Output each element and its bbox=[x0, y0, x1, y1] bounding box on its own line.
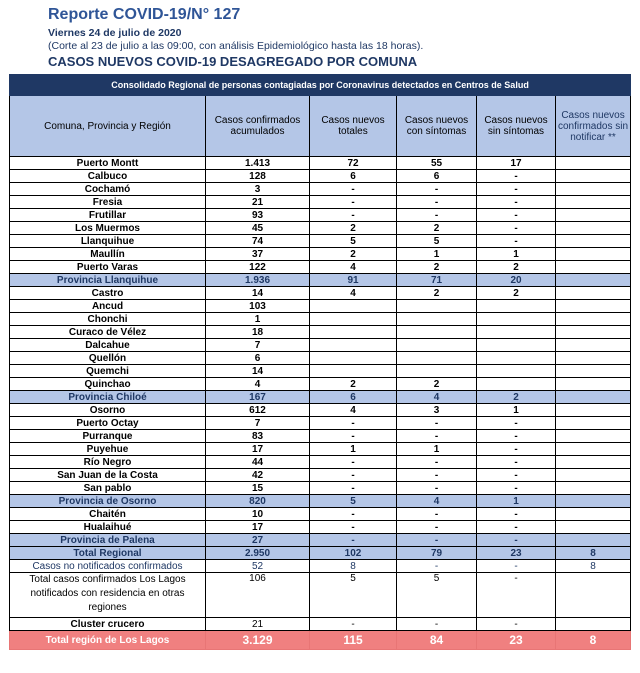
cell-acumulados: 128 bbox=[206, 170, 310, 183]
cell-sin-notificar bbox=[556, 482, 631, 495]
cell-con-sintomas: - bbox=[397, 183, 477, 196]
table-row bbox=[10, 300, 631, 313]
cell-con-sintomas: 2 bbox=[397, 222, 477, 235]
cell-sin-sintomas: - bbox=[477, 170, 556, 183]
cell-acumulados: 42 bbox=[206, 469, 310, 482]
cell-acumulados: 83 bbox=[206, 430, 310, 443]
cell-acumulados: 3.129 bbox=[206, 631, 310, 650]
table-row bbox=[10, 261, 631, 274]
cell-nuevos-totales: - bbox=[310, 209, 397, 222]
cell-sin-sintomas: - bbox=[477, 560, 556, 573]
cell-name: Río Negro bbox=[10, 456, 206, 469]
cell-sin-notificar bbox=[556, 404, 631, 417]
cell-con-sintomas: 84 bbox=[397, 631, 477, 650]
cell-nuevos-totales: - bbox=[310, 456, 397, 469]
cell-sin-sintomas: 2 bbox=[477, 391, 556, 404]
cell-sin-sintomas bbox=[477, 365, 556, 378]
cell-sin-sintomas: - bbox=[477, 235, 556, 248]
cell-con-sintomas: - bbox=[397, 482, 477, 495]
table-row bbox=[10, 378, 631, 391]
report-date: Viernes 24 de julio de 2020 bbox=[48, 27, 182, 39]
cell-nuevos-totales: - bbox=[310, 508, 397, 521]
cell-nuevos-totales bbox=[310, 326, 397, 339]
cell-name: Dalcahue bbox=[10, 339, 206, 352]
cell-con-sintomas: - bbox=[397, 521, 477, 534]
cell-acumulados: 15 bbox=[206, 482, 310, 495]
cell-sin-notificar bbox=[556, 573, 631, 618]
cell-name: Puyehue bbox=[10, 443, 206, 456]
cell-con-sintomas: - bbox=[397, 534, 477, 547]
cell-sin-sintomas: - bbox=[477, 456, 556, 469]
cell-nuevos-totales: 115 bbox=[310, 631, 397, 650]
cell-con-sintomas: 4 bbox=[397, 495, 477, 508]
cell-sin-notificar bbox=[556, 495, 631, 508]
province-row bbox=[10, 495, 631, 508]
table-row bbox=[10, 482, 631, 495]
cell-sin-notificar bbox=[556, 157, 631, 170]
cell-acumulados: 1.936 bbox=[206, 274, 310, 287]
cell-sin-notificar: 8 bbox=[556, 560, 631, 573]
cell-con-sintomas: - bbox=[397, 430, 477, 443]
cell-name: Total casos confirmados Los Lagos notificados con residencia en otras regiones bbox=[10, 573, 206, 618]
province-row bbox=[10, 274, 631, 287]
cell-sin-notificar bbox=[556, 235, 631, 248]
cell-sin-notificar bbox=[556, 378, 631, 391]
cell-sin-sintomas: - bbox=[477, 196, 556, 209]
cell-nuevos-totales: - bbox=[310, 521, 397, 534]
cell-name: Ancud bbox=[10, 300, 206, 313]
cell-con-sintomas bbox=[397, 326, 477, 339]
cell-sin-sintomas: 23 bbox=[477, 547, 556, 560]
table-row bbox=[10, 521, 631, 534]
column-header-comuna: Comuna, Provincia y Región bbox=[10, 96, 206, 157]
cell-acumulados: 21 bbox=[206, 618, 310, 631]
cell-sin-notificar bbox=[556, 417, 631, 430]
table-row bbox=[10, 469, 631, 482]
cell-nuevos-totales: - bbox=[310, 417, 397, 430]
cell-con-sintomas: 55 bbox=[397, 157, 477, 170]
table-row bbox=[10, 326, 631, 339]
no-notificados-row bbox=[10, 560, 631, 573]
cell-name: Calbuco bbox=[10, 170, 206, 183]
cell-sin-notificar bbox=[556, 339, 631, 352]
cell-acumulados: 1.413 bbox=[206, 157, 310, 170]
total-region-row bbox=[10, 631, 631, 650]
table-row bbox=[10, 365, 631, 378]
cell-sin-notificar bbox=[556, 521, 631, 534]
cell-name: Quinchao bbox=[10, 378, 206, 391]
table-row bbox=[10, 196, 631, 209]
cell-nuevos-totales: 4 bbox=[310, 261, 397, 274]
cell-nuevos-totales: 2 bbox=[310, 248, 397, 261]
report-note: (Corte al 23 de julio a las 09:00, con análisis Epidemiológico hasta las 18 horas). bbox=[48, 40, 424, 52]
covid-cases-table bbox=[9, 74, 631, 650]
cell-con-sintomas: 5 bbox=[397, 573, 477, 618]
cell-sin-notificar bbox=[556, 618, 631, 631]
cell-nuevos-totales: 91 bbox=[310, 274, 397, 287]
table-row bbox=[10, 157, 631, 170]
cell-acumulados: 3 bbox=[206, 183, 310, 196]
cell-acumulados: 14 bbox=[206, 287, 310, 300]
cell-sin-notificar bbox=[556, 430, 631, 443]
cell-sin-sintomas: - bbox=[477, 469, 556, 482]
cell-sin-sintomas: - bbox=[477, 430, 556, 443]
cell-nuevos-totales: - bbox=[310, 430, 397, 443]
cell-nuevos-totales bbox=[310, 365, 397, 378]
cell-sin-sintomas: - bbox=[477, 209, 556, 222]
cell-sin-sintomas: - bbox=[477, 521, 556, 534]
cell-con-sintomas: - bbox=[397, 508, 477, 521]
cell-acumulados: 52 bbox=[206, 560, 310, 573]
cell-nuevos-totales: - bbox=[310, 196, 397, 209]
cell-acumulados: 122 bbox=[206, 261, 310, 274]
cell-nuevos-totales: 5 bbox=[310, 573, 397, 618]
cell-nuevos-totales bbox=[310, 300, 397, 313]
table-row bbox=[10, 508, 631, 521]
cell-con-sintomas bbox=[397, 313, 477, 326]
cell-sin-notificar bbox=[556, 248, 631, 261]
cell-con-sintomas bbox=[397, 339, 477, 352]
cell-name: Fresia bbox=[10, 196, 206, 209]
cell-nuevos-totales: - bbox=[310, 183, 397, 196]
cell-name: Total Regional bbox=[10, 547, 206, 560]
cell-nuevos-totales: 2 bbox=[310, 378, 397, 391]
cell-acumulados: 17 bbox=[206, 443, 310, 456]
table-row bbox=[10, 352, 631, 365]
cell-name: Purranque bbox=[10, 430, 206, 443]
table-row bbox=[10, 183, 631, 196]
cell-name: Los Muermos bbox=[10, 222, 206, 235]
cell-sin-notificar bbox=[556, 352, 631, 365]
table-row bbox=[10, 170, 631, 183]
cell-name: San pablo bbox=[10, 482, 206, 495]
report-title: Reporte COVID-19/N° 127 bbox=[48, 6, 241, 23]
cell-acumulados: 21 bbox=[206, 196, 310, 209]
column-header-sin-sintomas: Casos nuevos sin síntomas bbox=[477, 96, 556, 157]
cell-name: Chaitén bbox=[10, 508, 206, 521]
report-subtitle: CASOS NUEVOS COVID-19 DESAGREGADO POR COMUNA bbox=[48, 54, 418, 69]
column-header-sin-notificar: Casos nuevos confirmados sin notificar ** bbox=[556, 96, 631, 157]
cell-acumulados: 1 bbox=[206, 313, 310, 326]
cell-sin-notificar bbox=[556, 326, 631, 339]
cell-con-sintomas: - bbox=[397, 456, 477, 469]
cell-sin-notificar bbox=[556, 274, 631, 287]
cell-name: Frutillar bbox=[10, 209, 206, 222]
column-header-con-sintomas: Casos nuevos con síntomas bbox=[397, 96, 477, 157]
cell-sin-notificar bbox=[556, 196, 631, 209]
cell-sin-notificar: 8 bbox=[556, 631, 631, 650]
cell-name: Provincia Chiloé bbox=[10, 391, 206, 404]
cell-con-sintomas bbox=[397, 365, 477, 378]
cell-sin-sintomas: 20 bbox=[477, 274, 556, 287]
cell-nuevos-totales: 2 bbox=[310, 222, 397, 235]
table-row bbox=[10, 313, 631, 326]
cell-sin-notificar bbox=[556, 313, 631, 326]
cell-sin-notificar: 8 bbox=[556, 547, 631, 560]
cell-con-sintomas bbox=[397, 352, 477, 365]
table-row bbox=[10, 209, 631, 222]
table-banner: Consolidado Regional de personas contagiadas por Coronavirus detectados en Centros de Salud bbox=[10, 75, 631, 96]
cell-con-sintomas: - bbox=[397, 618, 477, 631]
cell-acumulados: 612 bbox=[206, 404, 310, 417]
column-header-acumulados: Casos confirmados acumulados bbox=[206, 96, 310, 157]
cell-sin-sintomas bbox=[477, 326, 556, 339]
cell-sin-sintomas bbox=[477, 339, 556, 352]
cell-name: Puerto Montt bbox=[10, 157, 206, 170]
cell-sin-sintomas: 2 bbox=[477, 261, 556, 274]
cell-sin-notificar bbox=[556, 391, 631, 404]
cell-name: Casos no notificados confirmados bbox=[10, 560, 206, 573]
table-row bbox=[10, 430, 631, 443]
cell-acumulados: 7 bbox=[206, 339, 310, 352]
cell-name: Puerto Varas bbox=[10, 261, 206, 274]
cluster-row bbox=[10, 618, 631, 631]
cell-sin-sintomas: 1 bbox=[477, 248, 556, 261]
cell-nuevos-totales: 4 bbox=[310, 404, 397, 417]
cell-sin-notificar bbox=[556, 456, 631, 469]
cell-acumulados: 4 bbox=[206, 378, 310, 391]
cell-sin-notificar bbox=[556, 300, 631, 313]
cell-sin-sintomas: - bbox=[477, 417, 556, 430]
cell-name: Cochamó bbox=[10, 183, 206, 196]
cell-con-sintomas: 5 bbox=[397, 235, 477, 248]
cell-acumulados: 93 bbox=[206, 209, 310, 222]
cell-con-sintomas: 79 bbox=[397, 547, 477, 560]
cell-name: Puerto Octay bbox=[10, 417, 206, 430]
cell-sin-sintomas: - bbox=[477, 222, 556, 235]
cell-nuevos-totales bbox=[310, 313, 397, 326]
cell-nuevos-totales: - bbox=[310, 482, 397, 495]
cell-sin-sintomas: 1 bbox=[477, 404, 556, 417]
cell-con-sintomas: 6 bbox=[397, 170, 477, 183]
cell-name: Quemchi bbox=[10, 365, 206, 378]
cell-sin-notificar bbox=[556, 183, 631, 196]
table-row bbox=[10, 404, 631, 417]
cell-con-sintomas: 4 bbox=[397, 391, 477, 404]
cell-sin-sintomas bbox=[477, 313, 556, 326]
cell-acumulados: 18 bbox=[206, 326, 310, 339]
table-row bbox=[10, 339, 631, 352]
cell-acumulados: 37 bbox=[206, 248, 310, 261]
cell-name: Curaco de Vélez bbox=[10, 326, 206, 339]
cell-name: Quellón bbox=[10, 352, 206, 365]
cell-name: Llanquihue bbox=[10, 235, 206, 248]
cell-sin-notificar bbox=[556, 534, 631, 547]
cell-acumulados: 103 bbox=[206, 300, 310, 313]
cell-acumulados: 74 bbox=[206, 235, 310, 248]
cell-sin-sintomas: - bbox=[477, 534, 556, 547]
cell-con-sintomas: 1 bbox=[397, 443, 477, 456]
cell-nuevos-totales bbox=[310, 352, 397, 365]
cell-sin-notificar bbox=[556, 287, 631, 300]
cell-nuevos-totales: - bbox=[310, 469, 397, 482]
cell-name: Osorno bbox=[10, 404, 206, 417]
cell-name: San Juan de la Costa bbox=[10, 469, 206, 482]
cell-sin-notificar bbox=[556, 365, 631, 378]
cell-nuevos-totales: 6 bbox=[310, 170, 397, 183]
cell-sin-sintomas: - bbox=[477, 482, 556, 495]
otras-regiones-row bbox=[10, 573, 631, 618]
cell-sin-sintomas: - bbox=[477, 618, 556, 631]
cell-name: Castro bbox=[10, 287, 206, 300]
cell-acumulados: 820 bbox=[206, 495, 310, 508]
cell-nuevos-totales: 8 bbox=[310, 560, 397, 573]
cell-sin-sintomas bbox=[477, 378, 556, 391]
cell-con-sintomas: - bbox=[397, 196, 477, 209]
cell-nuevos-totales: 72 bbox=[310, 157, 397, 170]
cell-name: Total región de Los Lagos bbox=[10, 631, 206, 650]
cell-acumulados: 167 bbox=[206, 391, 310, 404]
cell-sin-notificar bbox=[556, 222, 631, 235]
cell-acumulados: 6 bbox=[206, 352, 310, 365]
cell-acumulados: 27 bbox=[206, 534, 310, 547]
cell-nuevos-totales: 4 bbox=[310, 287, 397, 300]
table-row bbox=[10, 443, 631, 456]
cell-sin-sintomas: 23 bbox=[477, 631, 556, 650]
cell-sin-sintomas: 2 bbox=[477, 287, 556, 300]
table-row bbox=[10, 456, 631, 469]
cell-nuevos-totales: 1 bbox=[310, 443, 397, 456]
cell-name: Provincia de Palena bbox=[10, 534, 206, 547]
cell-acumulados: 10 bbox=[206, 508, 310, 521]
cell-con-sintomas: 71 bbox=[397, 274, 477, 287]
cell-acumulados: 44 bbox=[206, 456, 310, 469]
cell-name: Cluster crucero bbox=[10, 618, 206, 631]
cell-sin-sintomas: 17 bbox=[477, 157, 556, 170]
cell-sin-sintomas bbox=[477, 352, 556, 365]
cell-con-sintomas: 2 bbox=[397, 261, 477, 274]
cell-acumulados: 45 bbox=[206, 222, 310, 235]
cell-acumulados: 17 bbox=[206, 521, 310, 534]
cell-nuevos-totales: 5 bbox=[310, 235, 397, 248]
cell-sin-sintomas bbox=[477, 300, 556, 313]
cell-name: Provincia Llanquihue bbox=[10, 274, 206, 287]
cell-con-sintomas: - bbox=[397, 417, 477, 430]
table-row bbox=[10, 222, 631, 235]
cell-sin-sintomas: - bbox=[477, 573, 556, 618]
cell-sin-notificar bbox=[556, 443, 631, 456]
cell-sin-sintomas: - bbox=[477, 508, 556, 521]
table-row bbox=[10, 287, 631, 300]
cell-con-sintomas: - bbox=[397, 469, 477, 482]
column-header-nuevos-totales: Casos nuevos totales bbox=[310, 96, 397, 157]
cell-nuevos-totales: 5 bbox=[310, 495, 397, 508]
province-row bbox=[10, 534, 631, 547]
cell-con-sintomas: - bbox=[397, 560, 477, 573]
cell-sin-notificar bbox=[556, 170, 631, 183]
cell-sin-sintomas: - bbox=[477, 183, 556, 196]
cell-con-sintomas: 2 bbox=[397, 378, 477, 391]
cell-con-sintomas bbox=[397, 300, 477, 313]
cell-con-sintomas: 2 bbox=[397, 287, 477, 300]
cell-sin-notificar bbox=[556, 209, 631, 222]
cell-nuevos-totales bbox=[310, 339, 397, 352]
cell-name: Provincia de Osorno bbox=[10, 495, 206, 508]
table-row bbox=[10, 248, 631, 261]
cell-name: Maullín bbox=[10, 248, 206, 261]
cell-acumulados: 7 bbox=[206, 417, 310, 430]
cell-nuevos-totales: 102 bbox=[310, 547, 397, 560]
table-row bbox=[10, 235, 631, 248]
cell-sin-notificar bbox=[556, 508, 631, 521]
cell-sin-notificar bbox=[556, 261, 631, 274]
table-row bbox=[10, 417, 631, 430]
cell-name: Hualaihué bbox=[10, 521, 206, 534]
cell-nuevos-totales: - bbox=[310, 618, 397, 631]
cell-con-sintomas: 1 bbox=[397, 248, 477, 261]
cell-name: Chonchi bbox=[10, 313, 206, 326]
cell-sin-notificar bbox=[556, 469, 631, 482]
total-regional-row bbox=[10, 547, 631, 560]
province-row bbox=[10, 391, 631, 404]
cell-acumulados: 106 bbox=[206, 573, 310, 618]
cell-con-sintomas: - bbox=[397, 209, 477, 222]
cell-acumulados: 14 bbox=[206, 365, 310, 378]
cell-sin-sintomas: 1 bbox=[477, 495, 556, 508]
cell-nuevos-totales: 6 bbox=[310, 391, 397, 404]
cell-acumulados: 2.950 bbox=[206, 547, 310, 560]
cell-sin-sintomas: - bbox=[477, 443, 556, 456]
cell-nuevos-totales: - bbox=[310, 534, 397, 547]
cell-con-sintomas: 3 bbox=[397, 404, 477, 417]
